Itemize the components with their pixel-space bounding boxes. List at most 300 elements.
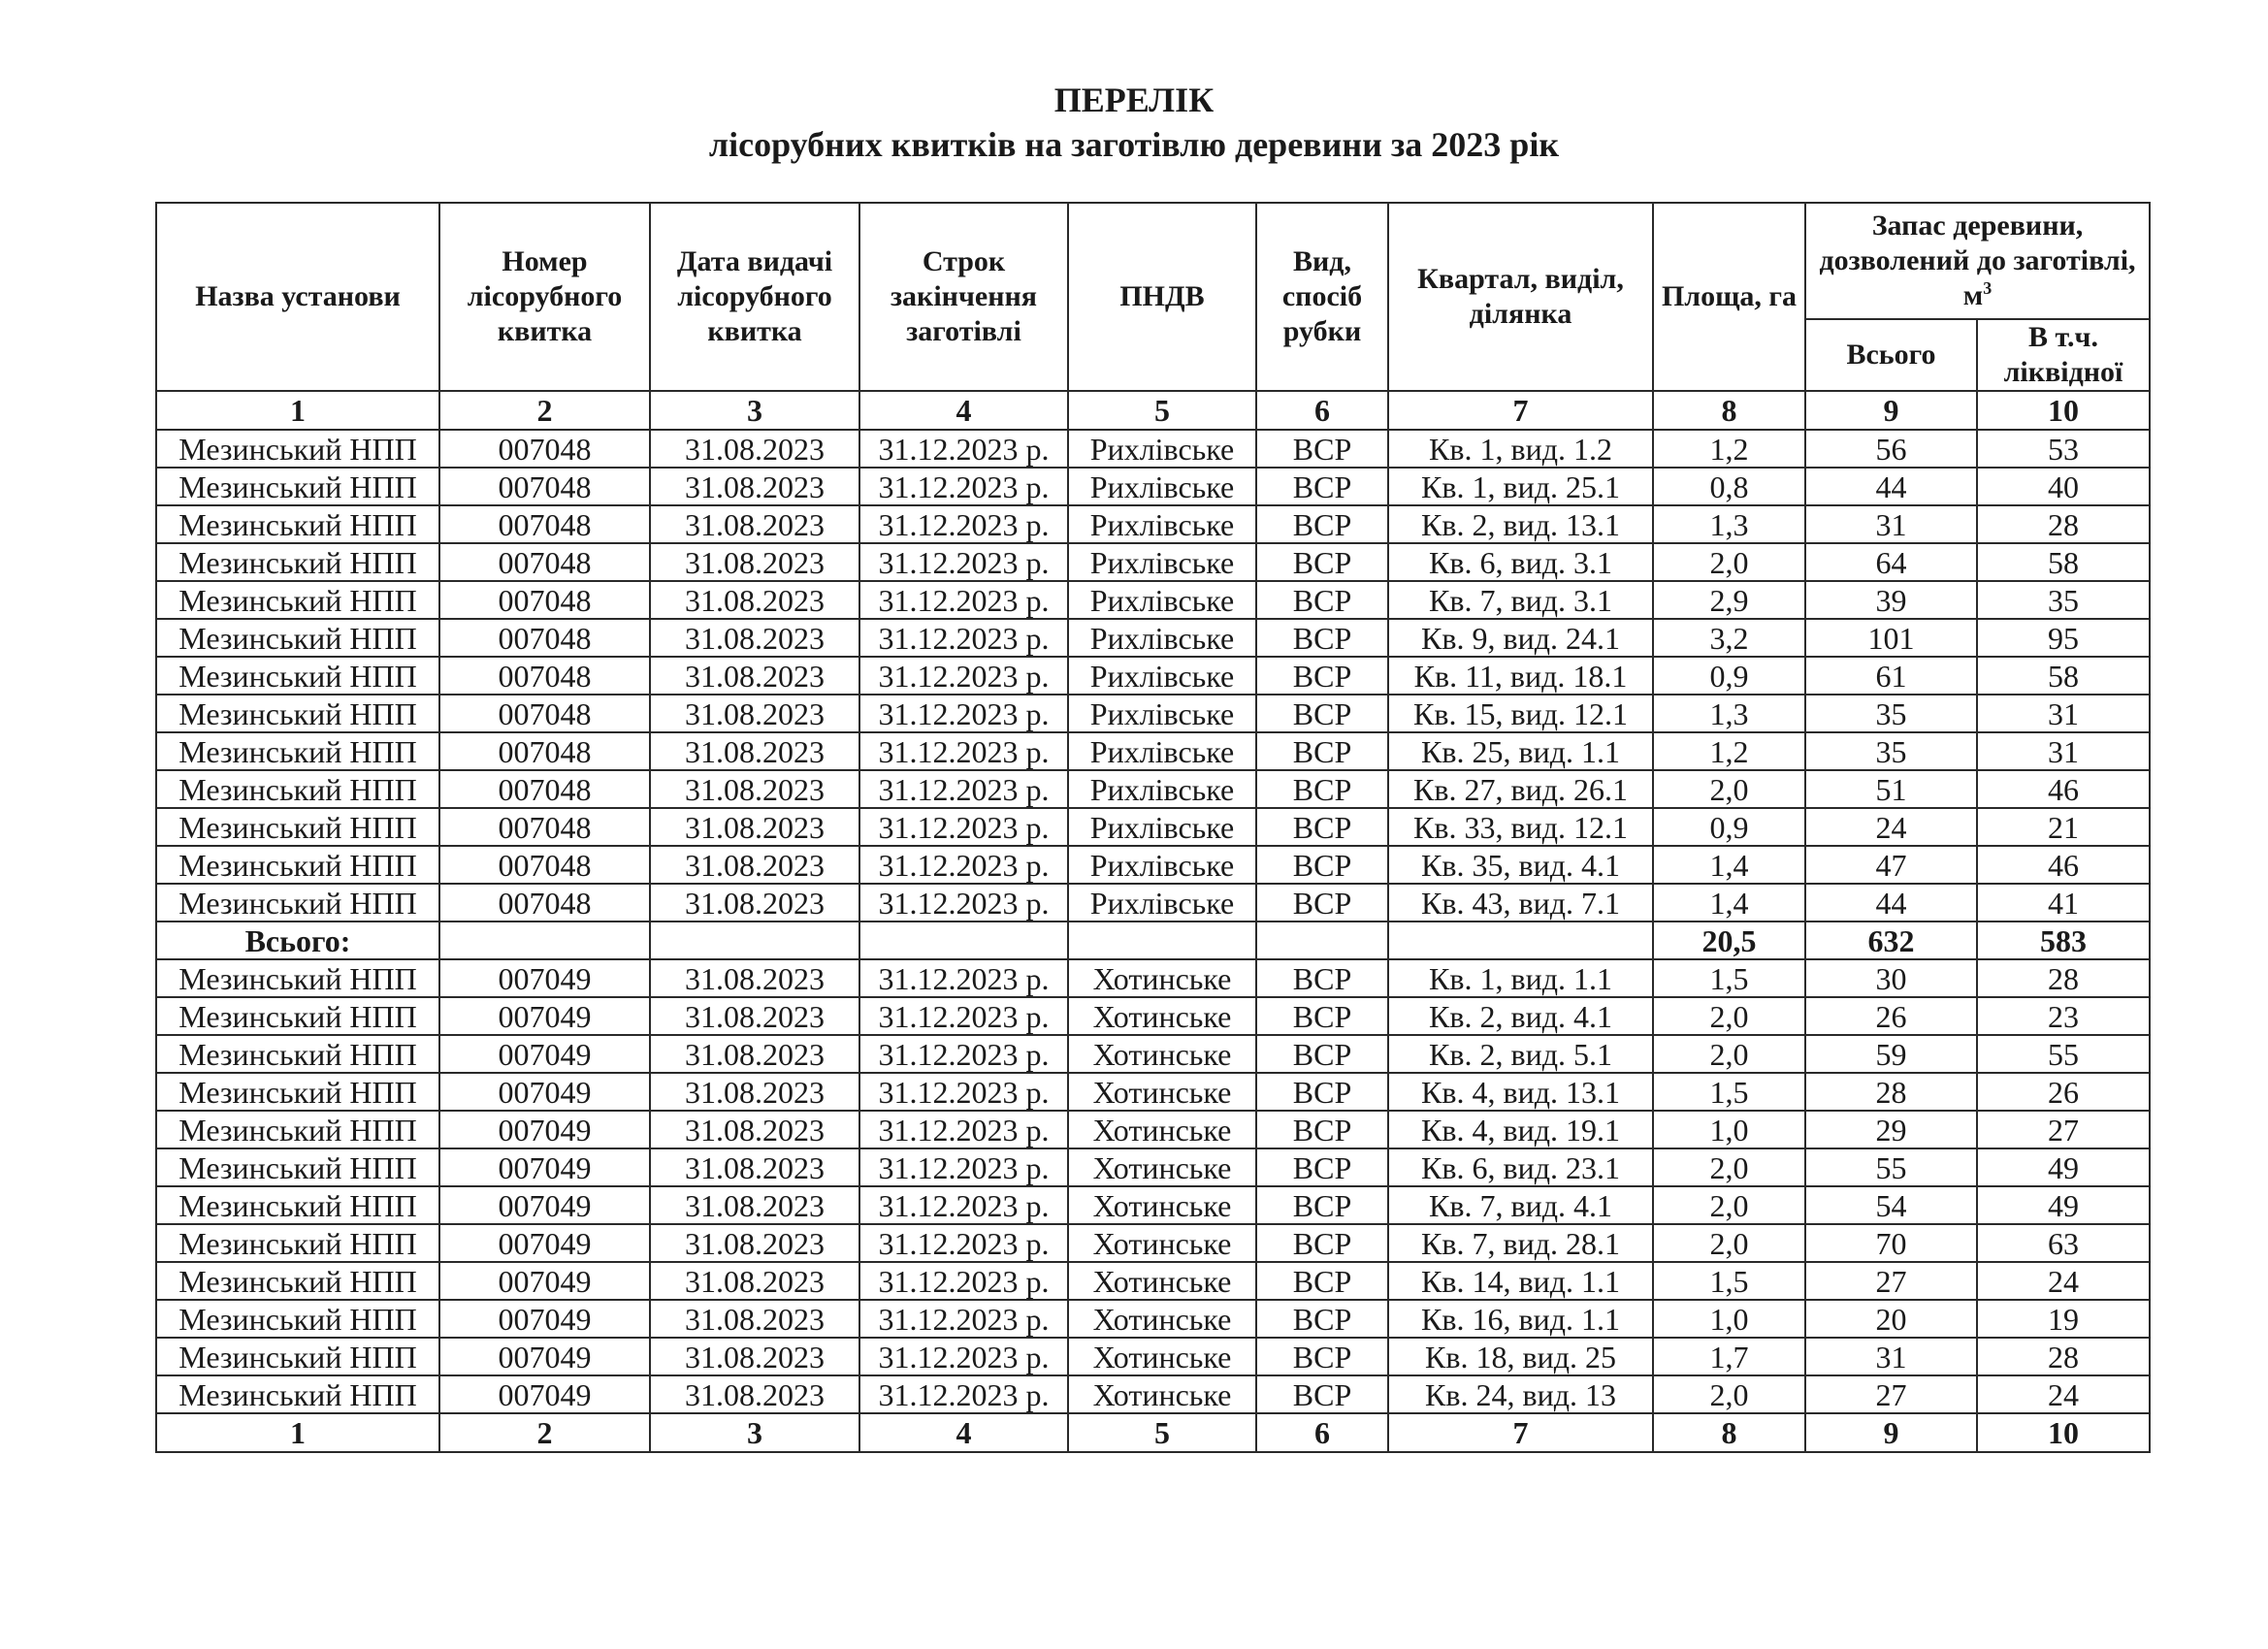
cell-area: 0,9: [1653, 657, 1805, 695]
cell-ticket-number: 007049: [439, 1035, 650, 1073]
cell-ticket-number: 007048: [439, 543, 650, 581]
column-number-8: 8: [1653, 391, 1805, 430]
cell-pndv: Хотинське: [1068, 1338, 1256, 1375]
header-volume-total: Всього: [1805, 319, 1977, 391]
table-row: [156, 581, 2150, 619]
cell-institution: Мезинський НПП: [156, 1148, 439, 1186]
footer-column-number-4: 4: [859, 1413, 1068, 1452]
cell-issue-date: 31.08.2023: [650, 581, 859, 619]
cell-ticket-number: 007049: [439, 1186, 650, 1224]
cell-volume-total: 44: [1805, 884, 1977, 922]
cell-volume-liquid: 63: [1977, 1224, 2150, 1262]
cell-volume-total: 26: [1805, 997, 1977, 1035]
cell-area: 1,2: [1653, 430, 1805, 468]
cell-cutting-type: ВСР: [1256, 468, 1388, 505]
cell-ticket-number: 007048: [439, 657, 650, 695]
cell-issue-date: 31.08.2023: [650, 1338, 859, 1375]
cell-pndv: Рихлівське: [1068, 808, 1256, 846]
cell-volume-liquid: 28: [1977, 959, 2150, 997]
cell-cutting-type: ВСР: [1256, 619, 1388, 657]
cell-volume-total: 51: [1805, 770, 1977, 808]
cell-institution: Мезинський НПП: [156, 430, 439, 468]
cell-quarter-plot: Кв. 33, вид. 12.1: [1388, 808, 1653, 846]
cell-ticket-number: 007049: [439, 1338, 650, 1375]
cell-volume-liquid: 58: [1977, 543, 2150, 581]
total-liquid-volume: 583: [1977, 922, 2150, 959]
cell-ticket-number: 007048: [439, 430, 650, 468]
cell-volume-liquid: 21: [1977, 808, 2150, 846]
cell-volume-liquid: 23: [1977, 997, 2150, 1035]
cell-quarter-plot: Кв. 18, вид. 25: [1388, 1338, 1653, 1375]
cell-volume-total: 47: [1805, 846, 1977, 884]
cell-quarter-plot: Кв. 2, вид. 4.1: [1388, 997, 1653, 1035]
header-deadline: Строк закінчення заготівлі: [859, 203, 1068, 391]
cell-institution: Мезинський НПП: [156, 581, 439, 619]
cell-volume-total: 31: [1805, 505, 1977, 543]
document-subtitle: лісорубних квитків на заготівлю деревини за 2023 рік: [708, 125, 1560, 164]
cell-issue-date: 31.08.2023: [650, 1224, 859, 1262]
cell-ticket-number: 007049: [439, 1224, 650, 1262]
cell-cutting-type: ВСР: [1256, 1035, 1388, 1073]
cell-quarter-plot: Кв. 6, вид. 3.1: [1388, 543, 1653, 581]
cell-cutting-type: ВСР: [1256, 1262, 1388, 1300]
cell-pndv: Хотинське: [1068, 1148, 1256, 1186]
cell-volume-liquid: 26: [1977, 1073, 2150, 1111]
cell-ticket-number: 007049: [439, 1300, 650, 1338]
footer-column-number-8: 8: [1653, 1413, 1805, 1452]
table-row: [156, 657, 2150, 695]
table-row: [156, 1035, 2150, 1073]
cell-pndv: Рихлівське: [1068, 846, 1256, 884]
cell-volume-liquid: 24: [1977, 1375, 2150, 1413]
cell-institution: Мезинський НПП: [156, 468, 439, 505]
cell-area: 2,0: [1653, 1148, 1805, 1186]
cell-volume-total: 55: [1805, 1148, 1977, 1186]
cell-quarter-plot: Кв. 2, вид. 13.1: [1388, 505, 1653, 543]
table-body: [156, 391, 2150, 1452]
cell-quarter-plot: Кв. 1, вид. 25.1: [1388, 468, 1653, 505]
cell-deadline: 31.12.2023 р.: [859, 846, 1068, 884]
cell-institution: Мезинський НПП: [156, 1375, 439, 1413]
cell-issue-date: 31.08.2023: [650, 884, 859, 922]
cell-area: 1,0: [1653, 1111, 1805, 1148]
cell-institution: Мезинський НПП: [156, 884, 439, 922]
column-number-4: 4: [859, 391, 1068, 430]
cell-cutting-type: ВСР: [1256, 1073, 1388, 1111]
total-empty-cell: [859, 922, 1068, 959]
cell-cutting-type: ВСР: [1256, 505, 1388, 543]
cell-ticket-number: 007048: [439, 808, 650, 846]
cell-deadline: 31.12.2023 р.: [859, 1338, 1068, 1375]
cell-deadline: 31.12.2023 р.: [859, 657, 1068, 695]
cell-quarter-plot: Кв. 43, вид. 7.1: [1388, 884, 1653, 922]
table-row: [156, 468, 2150, 505]
cell-ticket-number: 007048: [439, 695, 650, 732]
footer-column-number-3: 3: [650, 1413, 859, 1452]
cell-pndv: Рихлівське: [1068, 505, 1256, 543]
cell-institution: Мезинський НПП: [156, 846, 439, 884]
column-number-5: 5: [1068, 391, 1256, 430]
cell-area: 0,8: [1653, 468, 1805, 505]
cell-cutting-type: ВСР: [1256, 657, 1388, 695]
table-row: [156, 884, 2150, 922]
cell-quarter-plot: Кв. 2, вид. 5.1: [1388, 1035, 1653, 1073]
header-area: Площа, га: [1653, 203, 1805, 391]
cell-area: 2,0: [1653, 1224, 1805, 1262]
cell-deadline: 31.12.2023 р.: [859, 543, 1068, 581]
cell-ticket-number: 007049: [439, 1375, 650, 1413]
table-row: [156, 1186, 2150, 1224]
cell-quarter-plot: Кв. 7, вид. 4.1: [1388, 1186, 1653, 1224]
cell-pndv: Рихлівське: [1068, 732, 1256, 770]
cell-ticket-number: 007048: [439, 770, 650, 808]
cell-issue-date: 31.08.2023: [650, 695, 859, 732]
cell-area: 1,7: [1653, 1338, 1805, 1375]
header-row: [156, 203, 2150, 319]
cell-issue-date: 31.08.2023: [650, 997, 859, 1035]
column-number-10: 10: [1977, 391, 2150, 430]
cell-ticket-number: 007049: [439, 1073, 650, 1111]
table-row: [156, 959, 2150, 997]
header-timber-stock-sup: 3: [1983, 278, 1993, 298]
cell-volume-liquid: 41: [1977, 884, 2150, 922]
cell-cutting-type: ВСР: [1256, 543, 1388, 581]
cell-deadline: 31.12.2023 р.: [859, 1375, 1068, 1413]
cell-volume-total: 101: [1805, 619, 1977, 657]
table-row: [156, 808, 2150, 846]
cell-pndv: Рихлівське: [1068, 581, 1256, 619]
cell-pndv: Рихлівське: [1068, 770, 1256, 808]
cell-pndv: Хотинське: [1068, 1035, 1256, 1073]
cell-deadline: 31.12.2023 р.: [859, 997, 1068, 1035]
cell-area: 1,2: [1653, 732, 1805, 770]
cell-ticket-number: 007049: [439, 1262, 650, 1300]
header-issue-date: Дата видачі лісорубного квитка: [650, 203, 859, 391]
cell-ticket-number: 007048: [439, 846, 650, 884]
cell-issue-date: 31.08.2023: [650, 505, 859, 543]
cell-volume-liquid: 19: [1977, 1300, 2150, 1338]
cell-volume-total: 20: [1805, 1300, 1977, 1338]
cell-pndv: Рихлівське: [1068, 619, 1256, 657]
cell-volume-total: 30: [1805, 959, 1977, 997]
cell-institution: Мезинський НПП: [156, 619, 439, 657]
cell-institution: Мезинський НПП: [156, 1035, 439, 1073]
cell-issue-date: 31.08.2023: [650, 430, 859, 468]
cell-pndv: Хотинське: [1068, 1300, 1256, 1338]
cell-volume-liquid: 28: [1977, 1338, 2150, 1375]
table-row: [156, 846, 2150, 884]
table-row: [156, 1375, 2150, 1413]
cell-area: 1,5: [1653, 1073, 1805, 1111]
cell-volume-liquid: 95: [1977, 619, 2150, 657]
cell-area: 1,5: [1653, 1262, 1805, 1300]
cell-ticket-number: 007048: [439, 619, 650, 657]
cell-quarter-plot: Кв. 4, вид. 13.1: [1388, 1073, 1653, 1111]
cell-ticket-number: 007048: [439, 505, 650, 543]
cell-institution: Мезинський НПП: [156, 808, 439, 846]
cell-issue-date: 31.08.2023: [650, 1073, 859, 1111]
cell-area: 3,2: [1653, 619, 1805, 657]
table-row: [156, 997, 2150, 1035]
cell-issue-date: 31.08.2023: [650, 808, 859, 846]
cell-deadline: 31.12.2023 р.: [859, 770, 1068, 808]
cell-volume-total: 29: [1805, 1111, 1977, 1148]
table-row: [156, 770, 2150, 808]
cell-volume-total: 61: [1805, 657, 1977, 695]
cell-volume-total: 44: [1805, 468, 1977, 505]
cell-volume-total: 35: [1805, 732, 1977, 770]
table-row: [156, 1148, 2150, 1186]
total-empty-cell: [650, 922, 859, 959]
cell-quarter-plot: Кв. 9, вид. 24.1: [1388, 619, 1653, 657]
cell-cutting-type: ВСР: [1256, 959, 1388, 997]
header-volume-liquid: В т.ч. ліквідної: [1977, 319, 2150, 391]
cell-volume-total: 27: [1805, 1375, 1977, 1413]
cell-area: 1,4: [1653, 846, 1805, 884]
header-timber-stock-text: Запас деревини, дозволений до заготівлі, м: [1819, 210, 2136, 311]
cell-deadline: 31.12.2023 р.: [859, 884, 1068, 922]
total-empty-cell: [1388, 922, 1653, 959]
cell-issue-date: 31.08.2023: [650, 1375, 859, 1413]
table-row: [156, 1224, 2150, 1262]
cell-cutting-type: ВСР: [1256, 1224, 1388, 1262]
cell-volume-total: 27: [1805, 1262, 1977, 1300]
cell-pndv: Хотинське: [1068, 1111, 1256, 1148]
total-empty-cell: [1068, 922, 1256, 959]
cell-pndv: Хотинське: [1068, 1073, 1256, 1111]
cell-cutting-type: ВСР: [1256, 430, 1388, 468]
cell-deadline: 31.12.2023 р.: [859, 468, 1068, 505]
cell-volume-liquid: 49: [1977, 1186, 2150, 1224]
footer-column-number-2: 2: [439, 1413, 650, 1452]
cell-quarter-plot: Кв. 7, вид. 28.1: [1388, 1224, 1653, 1262]
cell-deadline: 31.12.2023 р.: [859, 808, 1068, 846]
cell-quarter-plot: Кв. 6, вид. 23.1: [1388, 1148, 1653, 1186]
cell-area: 2,0: [1653, 1035, 1805, 1073]
cell-deadline: 31.12.2023 р.: [859, 1186, 1068, 1224]
cell-issue-date: 31.08.2023: [650, 1300, 859, 1338]
cell-volume-total: 39: [1805, 581, 1977, 619]
total-empty-cell: [439, 922, 650, 959]
cell-cutting-type: ВСР: [1256, 1186, 1388, 1224]
cell-volume-liquid: 24: [1977, 1262, 2150, 1300]
footer-column-number-1: 1: [156, 1413, 439, 1452]
table-row: [156, 1338, 2150, 1375]
cell-volume-total: 70: [1805, 1224, 1977, 1262]
cell-ticket-number: 007048: [439, 581, 650, 619]
cell-deadline: 31.12.2023 р.: [859, 1073, 1068, 1111]
cell-cutting-type: ВСР: [1256, 1375, 1388, 1413]
cell-quarter-plot: Кв. 16, вид. 1.1: [1388, 1300, 1653, 1338]
cell-quarter-plot: Кв. 25, вид. 1.1: [1388, 732, 1653, 770]
cell-deadline: 31.12.2023 р.: [859, 1111, 1068, 1148]
cell-institution: Мезинський НПП: [156, 732, 439, 770]
table-row: [156, 1111, 2150, 1148]
cell-volume-total: 59: [1805, 1035, 1977, 1073]
cell-cutting-type: ВСР: [1256, 846, 1388, 884]
cell-quarter-plot: Кв. 7, вид. 3.1: [1388, 581, 1653, 619]
cell-volume-liquid: 46: [1977, 846, 2150, 884]
table-row: [156, 430, 2150, 468]
cell-area: 1,3: [1653, 505, 1805, 543]
cell-issue-date: 31.08.2023: [650, 1148, 859, 1186]
cell-issue-date: 31.08.2023: [650, 619, 859, 657]
cell-ticket-number: 007048: [439, 468, 650, 505]
cell-institution: Мезинський НПП: [156, 657, 439, 695]
cell-area: 1,3: [1653, 695, 1805, 732]
cell-deadline: 31.12.2023 р.: [859, 732, 1068, 770]
cell-institution: Мезинський НПП: [156, 1262, 439, 1300]
cell-institution: Мезинський НПП: [156, 543, 439, 581]
cell-cutting-type: ВСР: [1256, 770, 1388, 808]
cell-cutting-type: ВСР: [1256, 997, 1388, 1035]
cell-deadline: 31.12.2023 р.: [859, 581, 1068, 619]
cell-issue-date: 31.08.2023: [650, 1035, 859, 1073]
header-timber-stock-group: [1805, 203, 2150, 319]
cell-pndv: Хотинське: [1068, 959, 1256, 997]
total-label: Всього:: [156, 922, 439, 959]
header-institution: Назва установи: [156, 203, 439, 391]
cell-volume-liquid: 53: [1977, 430, 2150, 468]
cell-institution: Мезинський НПП: [156, 959, 439, 997]
footer-column-number-9: 9: [1805, 1413, 1977, 1452]
cell-quarter-plot: Кв. 1, вид. 1.1: [1388, 959, 1653, 997]
cell-volume-liquid: 55: [1977, 1035, 2150, 1073]
cell-quarter-plot: Кв. 4, вид. 19.1: [1388, 1111, 1653, 1148]
column-number-9: 9: [1805, 391, 1977, 430]
total-volume: 632: [1805, 922, 1977, 959]
cell-issue-date: 31.08.2023: [650, 732, 859, 770]
cell-area: 2,9: [1653, 581, 1805, 619]
cell-volume-liquid: 46: [1977, 770, 2150, 808]
cell-volume-total: 54: [1805, 1186, 1977, 1224]
cell-pndv: Хотинське: [1068, 1186, 1256, 1224]
cell-quarter-plot: Кв. 15, вид. 12.1: [1388, 695, 1653, 732]
column-number-3: 3: [650, 391, 859, 430]
cell-institution: Мезинський НПП: [156, 1073, 439, 1111]
cell-volume-liquid: 49: [1977, 1148, 2150, 1186]
column-numbers-row: [156, 391, 2150, 430]
column-number-1: 1: [156, 391, 439, 430]
cell-institution: Мезинський НПП: [156, 997, 439, 1035]
cell-cutting-type: ВСР: [1256, 884, 1388, 922]
cell-pndv: Рихлівське: [1068, 543, 1256, 581]
cell-volume-total: 56: [1805, 430, 1977, 468]
total-row: [156, 922, 2150, 959]
cell-ticket-number: 007048: [439, 884, 650, 922]
cell-institution: Мезинський НПП: [156, 1338, 439, 1375]
cell-cutting-type: ВСР: [1256, 1300, 1388, 1338]
cell-pndv: Рихлівське: [1068, 430, 1256, 468]
cell-deadline: 31.12.2023 р.: [859, 695, 1068, 732]
cell-deadline: 31.12.2023 р.: [859, 959, 1068, 997]
cell-cutting-type: ВСР: [1256, 695, 1388, 732]
cell-cutting-type: ВСР: [1256, 732, 1388, 770]
cell-issue-date: 31.08.2023: [650, 770, 859, 808]
logging-tickets-table: [155, 202, 2151, 1453]
cell-pndv: Хотинське: [1068, 1224, 1256, 1262]
cell-ticket-number: 007049: [439, 1148, 650, 1186]
cell-quarter-plot: Кв. 27, вид. 26.1: [1388, 770, 1653, 808]
cell-issue-date: 31.08.2023: [650, 1111, 859, 1148]
cell-area: 1,0: [1653, 1300, 1805, 1338]
cell-volume-liquid: 27: [1977, 1111, 2150, 1148]
cell-issue-date: 31.08.2023: [650, 468, 859, 505]
cell-pndv: Хотинське: [1068, 1375, 1256, 1413]
cell-volume-total: 24: [1805, 808, 1977, 846]
table-row: [156, 619, 2150, 657]
header-ticket-number: Номер лісорубного квитка: [439, 203, 650, 391]
cell-deadline: 31.12.2023 р.: [859, 1035, 1068, 1073]
cell-area: 2,0: [1653, 770, 1805, 808]
cell-volume-liquid: 28: [1977, 505, 2150, 543]
cell-area: 2,0: [1653, 1186, 1805, 1224]
column-number-2: 2: [439, 391, 650, 430]
cell-issue-date: 31.08.2023: [650, 1262, 859, 1300]
footer-column-number-5: 5: [1068, 1413, 1256, 1452]
total-area: 20,5: [1653, 922, 1805, 959]
cell-quarter-plot: Кв. 35, вид. 4.1: [1388, 846, 1653, 884]
cell-volume-total: 28: [1805, 1073, 1977, 1111]
cell-ticket-number: 007049: [439, 959, 650, 997]
cell-area: 2,0: [1653, 997, 1805, 1035]
table-row: [156, 732, 2150, 770]
cell-institution: Мезинський НПП: [156, 695, 439, 732]
cell-deadline: 31.12.2023 р.: [859, 1300, 1068, 1338]
cell-area: 2,0: [1653, 543, 1805, 581]
cell-deadline: 31.12.2023 р.: [859, 430, 1068, 468]
cell-area: 0,9: [1653, 808, 1805, 846]
footer-column-numbers-row: [156, 1413, 2150, 1452]
cell-pndv: Хотинське: [1068, 997, 1256, 1035]
cell-institution: Мезинський НПП: [156, 1111, 439, 1148]
cell-volume-total: 31: [1805, 1338, 1977, 1375]
cell-volume-liquid: 35: [1977, 581, 2150, 619]
cell-cutting-type: ВСР: [1256, 1111, 1388, 1148]
cell-volume-liquid: 31: [1977, 732, 2150, 770]
cell-issue-date: 31.08.2023: [650, 1186, 859, 1224]
column-number-7: 7: [1388, 391, 1653, 430]
cell-deadline: 31.12.2023 р.: [859, 1148, 1068, 1186]
cell-quarter-plot: Кв. 1, вид. 1.2: [1388, 430, 1653, 468]
table-row: [156, 695, 2150, 732]
cell-issue-date: 31.08.2023: [650, 959, 859, 997]
footer-column-number-6: 6: [1256, 1413, 1388, 1452]
cell-ticket-number: 007049: [439, 1111, 650, 1148]
cell-volume-liquid: 58: [1977, 657, 2150, 695]
cell-deadline: 31.12.2023 р.: [859, 1262, 1068, 1300]
table-row: [156, 543, 2150, 581]
cell-volume-liquid: 40: [1977, 468, 2150, 505]
cell-volume-total: 64: [1805, 543, 1977, 581]
header-cutting-type: Вид, спосіб рубки: [1256, 203, 1388, 391]
cell-ticket-number: 007049: [439, 997, 650, 1035]
header-pndv: ПНДВ: [1068, 203, 1256, 391]
document-title: ПЕРЕЛІК: [1053, 81, 1215, 119]
cell-pndv: Рихлівське: [1068, 657, 1256, 695]
cell-institution: Мезинський НПП: [156, 1224, 439, 1262]
cell-area: 1,5: [1653, 959, 1805, 997]
footer-column-number-10: 10: [1977, 1413, 2150, 1452]
table-row: [156, 1262, 2150, 1300]
cell-institution: Мезинський НПП: [156, 1186, 439, 1224]
cell-volume-total: 35: [1805, 695, 1977, 732]
footer-column-number-7: 7: [1388, 1413, 1653, 1452]
cell-deadline: 31.12.2023 р.: [859, 1224, 1068, 1262]
cell-deadline: 31.12.2023 р.: [859, 505, 1068, 543]
cell-pndv: Рихлівське: [1068, 468, 1256, 505]
column-number-6: 6: [1256, 391, 1388, 430]
